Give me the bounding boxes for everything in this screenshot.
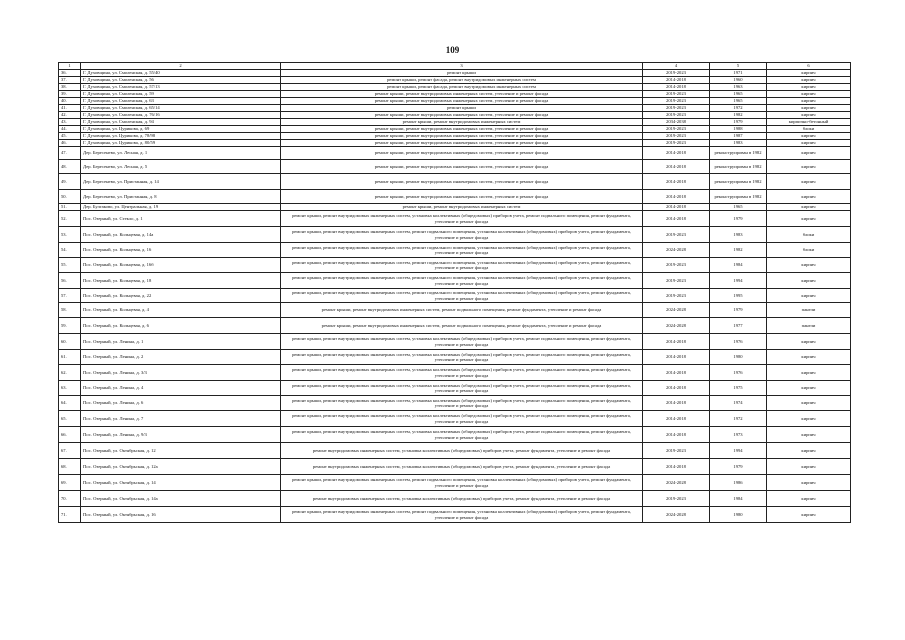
material-cell: кирпич xyxy=(767,334,851,350)
year-cell: 1974 xyxy=(710,396,767,411)
table-row xyxy=(59,227,851,243)
year-cell: 1995 xyxy=(710,289,767,303)
address-cell: Г. Духовщина, ул. Цурикова, д. 80/59 xyxy=(81,140,281,147)
column-header: 3 xyxy=(281,63,643,70)
table-row xyxy=(59,289,851,303)
period-cell: 2019-2023 xyxy=(643,105,710,112)
material-cell: кирпич xyxy=(767,70,851,77)
table-row xyxy=(59,427,851,443)
period-cell: 2019-2023 xyxy=(643,70,710,77)
row-number: 39. xyxy=(59,91,81,98)
address-cell: Пос. Озерный, ул. Кольцевая, д. 6 xyxy=(81,318,281,334)
address-cell: Дер. Булгаково, ул. Центральная, д. 19 xyxy=(81,204,281,211)
year-cell: 1979 xyxy=(710,119,767,126)
row-number: 51. xyxy=(59,204,81,211)
year-cell: 1982 xyxy=(710,112,767,119)
period-cell: 2014-2018 xyxy=(643,350,710,365)
period-cell: 2014-2018 xyxy=(643,190,710,204)
works-cell: ремонт крыши, ремонт внутридомовых инженерных систем, установка коллективных (общедомовых) приборов учета, ремонт подвального помещения, ремонт фундамента, утепление и ремонт фасада xyxy=(281,381,643,396)
year-cell: реконструирован в 1982 xyxy=(710,160,767,174)
year-cell: 1987 xyxy=(710,133,767,140)
material-cell: кирпич xyxy=(767,427,851,443)
year-cell: 1963 xyxy=(710,84,767,91)
table-row xyxy=(59,381,851,396)
table-header-row xyxy=(59,63,851,70)
material-cell: панели xyxy=(767,318,851,334)
row-number: 52. xyxy=(59,211,81,227)
period-cell: 2014-2018 xyxy=(643,334,710,350)
table-row xyxy=(59,204,851,211)
year-cell: 1976 xyxy=(710,334,767,350)
table-row xyxy=(59,119,851,126)
year-cell: 1972 xyxy=(710,105,767,112)
works-cell: ремонт крыши, ремонт внутридомовых инженерных систем, ремонт подвального помещения, установка коллективных (общедомовых) приборов учета, ремонт фундамента, утепление и ремонт фасада xyxy=(281,475,643,491)
material-cell: кирпич xyxy=(767,211,851,227)
period-cell: 2019-2023 xyxy=(643,443,710,459)
row-number: 48. xyxy=(59,160,81,174)
table-row xyxy=(59,365,851,381)
table-row xyxy=(59,334,851,350)
works-cell: ремонт внутридомовых инженерных систем, установка коллективных (общедомовых) приборов учета, ремонт фундамента, утепление и ремонт фасада xyxy=(281,443,643,459)
period-cell: 2024-2028 xyxy=(643,318,710,334)
works-cell: ремонт крыши, ремонт внутридомовых инженерных систем, установка коллективных (общедомовых) приборов учета, ремонт подвального помещения, ремонт фундамента, утепление и ремонт фасада xyxy=(281,211,643,227)
row-number: 47. xyxy=(59,147,81,160)
column-header: 2 xyxy=(81,63,281,70)
period-cell: 2014-2018 xyxy=(643,160,710,174)
year-cell: реконструирован в 1982 xyxy=(710,174,767,190)
year-cell: 1960 xyxy=(710,77,767,84)
period-cell: 2019-2023 xyxy=(643,491,710,507)
year-cell: 1982 xyxy=(710,243,767,258)
column-header: 6 xyxy=(767,63,851,70)
material-cell: панели xyxy=(767,303,851,318)
works-cell: ремонт крыши, ремонт внутридомовых инженерных систем, установка коллективных (общедомовых) приборов учета, ремонт подвального помещения, ремонт фундамента, утепление и ремонт фасада xyxy=(281,411,643,427)
address-cell: Г. Духовщина, ул. Смоленская, д. 55/40 xyxy=(81,70,281,77)
table-row xyxy=(59,211,851,227)
material-cell: кирпич xyxy=(767,77,851,84)
address-cell: Г. Духовщина, ул. Смоленская, д. 63 xyxy=(81,98,281,105)
row-number: 56. xyxy=(59,273,81,289)
period-cell: 2014-2018 xyxy=(643,77,710,84)
period-cell: 2014-2018 xyxy=(643,381,710,396)
works-cell: ремонт внутридомовых инженерных систем, установка коллективных (общедомовых) приборов учета, ремонт фундамента, утепление и ремонт фасада xyxy=(281,491,643,507)
material-cell: кирпич xyxy=(767,147,851,160)
year-cell: 1980 xyxy=(710,350,767,365)
year-cell: 1984 xyxy=(710,258,767,273)
row-number: 59. xyxy=(59,318,81,334)
year-cell: 1965 xyxy=(710,98,767,105)
address-cell: Пос. Озерный, ул. Ленина, д. 3/3 xyxy=(81,365,281,381)
row-number: 70. xyxy=(59,491,81,507)
row-number: 64. xyxy=(59,396,81,411)
period-cell: 2019-2023 xyxy=(643,133,710,140)
address-cell: Пос. Озерный, ул. Cтекло, д. 1 xyxy=(81,211,281,227)
works-cell: ремонт крыши xyxy=(281,105,643,112)
address-cell: Пос. Озерный, ул. Октябрьская, д. 14 xyxy=(81,475,281,491)
address-cell: Пос. Озерный, ул. Ленина, д. 1 xyxy=(81,334,281,350)
works-cell: ремонт крыши, ремонт внутридомовых инженерных систем, установка коллективных (общедомовых) приборов учета, ремонт подвального помещения, ремонт фундамента, утепление и ремонт фасада xyxy=(281,427,643,443)
period-cell: 2014-2018 xyxy=(643,365,710,381)
row-number: 62. xyxy=(59,365,81,381)
column-header: 1 xyxy=(59,63,81,70)
address-cell: Г. Духовщина, ул. Смоленская, д. 76/16 xyxy=(81,112,281,119)
table-row xyxy=(59,507,851,523)
material-cell: кирпич xyxy=(767,98,851,105)
address-cell: Пос. Озерный, ул. Кольцевая, д. 16 xyxy=(81,243,281,258)
works-cell: ремонт крыши, ремонт внутридомовых инженерных систем, установка коллективных (общедомовых) приборов учета, ремонт подвального помещения, ремонт фундамента, утепление и ремонт фасада xyxy=(281,365,643,381)
address-cell: Пос. Озерный, ул. Кольцевая, д. 18 xyxy=(81,273,281,289)
works-cell: ремонт крыши, ремонт внутридомовых инженерных систем, ремонт подвального помещения, установка коллективных (общедомовых) приборов учета, ремонт фундамента, утепление и ремонт фасада xyxy=(281,289,643,303)
table-row xyxy=(59,350,851,365)
table-row xyxy=(59,190,851,204)
row-number: 60. xyxy=(59,334,81,350)
table-row xyxy=(59,303,851,318)
works-cell: ремонт крыши, ремонт фасада, ремонт внутридомовых инженерных систем xyxy=(281,77,643,84)
address-cell: Дер. Бересенево, ул. Пристанная, д. 14 xyxy=(81,174,281,190)
works-cell: ремонт крыши xyxy=(281,70,643,77)
housing-register-table xyxy=(58,62,851,523)
works-cell: ремонт крыши, ремонт внутридомовых инженерных систем, утепление и ремонт фасада xyxy=(281,126,643,133)
material-cell: кирпич xyxy=(767,507,851,523)
year-cell: реконструирован в 1982 xyxy=(710,190,767,204)
address-cell: Пос. Озерный, ул. Ленина, д. 9/3 xyxy=(81,427,281,443)
address-cell: Пос. Озерный, ул. Кольцевая, д. 14а xyxy=(81,227,281,243)
address-cell: Пос. Озерный, ул. Октябрьская, д. 16 xyxy=(81,507,281,523)
address-cell: Г. Духовщина, ул. Цурикова, д. 69 xyxy=(81,126,281,133)
works-cell: ремонт крыши, ремонт внутридомовых инженерных систем, утепление и ремонт фасада xyxy=(281,98,643,105)
material-cell: кирпич xyxy=(767,396,851,411)
row-number: 66. xyxy=(59,427,81,443)
row-number: 58. xyxy=(59,303,81,318)
column-header: 5 xyxy=(710,63,767,70)
table-row xyxy=(59,258,851,273)
period-cell: 2014-2018 xyxy=(643,396,710,411)
table-row xyxy=(59,160,851,174)
period-cell: 2034-2038 xyxy=(643,119,710,126)
table-row xyxy=(59,77,851,84)
year-cell: 1986 xyxy=(710,475,767,491)
table-row xyxy=(59,98,851,105)
material-cell: кирпич xyxy=(767,381,851,396)
material-cell: кирпич xyxy=(767,258,851,273)
row-number: 43. xyxy=(59,119,81,126)
page-number: 109 xyxy=(445,45,460,55)
material-cell: кирпично-бетонный xyxy=(767,119,851,126)
address-cell: Пос. Озерный, ул. Октябрьская, д. 14а xyxy=(81,491,281,507)
table-row xyxy=(59,105,851,112)
works-cell: ремонт крыши, ремонт внутридомовых инженерных систем, ремонт подвального помещения, установка коллективных (общедомовых) приборов учета, ремонт фундамента, утепление и ремонт фасада xyxy=(281,273,643,289)
material-cell: кирпич xyxy=(767,411,851,427)
year-cell: 1980 xyxy=(710,507,767,523)
row-number: 44. xyxy=(59,126,81,133)
period-cell: 2024-2028 xyxy=(643,303,710,318)
works-cell: ремонт крыши, ремонт внутридомовых инженерных систем, утепление и ремонт фасада xyxy=(281,133,643,140)
address-cell: Г. Духовщина, ул. Цурикова, д. 78/98 xyxy=(81,133,281,140)
period-cell: 2014-2018 xyxy=(643,204,710,211)
row-number: 71. xyxy=(59,507,81,523)
table-row xyxy=(59,112,851,119)
table-row xyxy=(59,126,851,133)
period-cell: 2019-2023 xyxy=(643,112,710,119)
year-cell: 1975 xyxy=(710,381,767,396)
table-row xyxy=(59,84,851,91)
address-cell: Пос. Озерный, ул. Ленина, д. 4 xyxy=(81,381,281,396)
row-number: 38. xyxy=(59,84,81,91)
row-number: 61. xyxy=(59,350,81,365)
year-cell: 1984 xyxy=(710,491,767,507)
table-row xyxy=(59,174,851,190)
row-number: 57. xyxy=(59,289,81,303)
material-cell: блоки xyxy=(767,227,851,243)
works-cell: ремонт крыши, ремонт внутридомовых инженерных систем, ремонт подвального помещения, установка коллективных (общедомовых) приборов учета, ремонт фундамента, утепление и ремонт фасада xyxy=(281,227,643,243)
address-cell: Дер. Бересенево, ул. Лесная, д. 5 xyxy=(81,160,281,174)
material-cell: кирпич xyxy=(767,105,851,112)
works-cell: ремонт крыши, ремонт внутридомовых инженерных систем xyxy=(281,119,643,126)
address-cell: Дер. Бересенево, ул. Лесная, д. 1 xyxy=(81,147,281,160)
row-number: 37. xyxy=(59,77,81,84)
address-cell: Пос. Озерный, ул. Ленина, д. 2 xyxy=(81,350,281,365)
material-cell: кирпич xyxy=(767,365,851,381)
material-cell: кирпич xyxy=(767,350,851,365)
works-cell: ремонт крыши, ремонт внутридомовых инженерных систем, утепление и ремонт фасада xyxy=(281,112,643,119)
row-number: 69. xyxy=(59,475,81,491)
address-cell: Пос. Озерный, ул. Кольцевая, д. 22 xyxy=(81,289,281,303)
material-cell: кирпич xyxy=(767,443,851,459)
material-cell: кирпич xyxy=(767,174,851,190)
address-cell: Г. Духовщина, ул. Смоленская, д. 57/13 xyxy=(81,84,281,91)
table-row xyxy=(59,70,851,77)
material-cell: кирпич xyxy=(767,140,851,147)
year-cell: 1994 xyxy=(710,443,767,459)
row-number: 40. xyxy=(59,98,81,105)
material-cell: кирпич xyxy=(767,91,851,98)
year-cell: 1976 xyxy=(710,365,767,381)
year-cell: 1994 xyxy=(710,273,767,289)
period-cell: 2024-2028 xyxy=(643,507,710,523)
works-cell: ремонт крыши, ремонт внутридомовых инженерных систем, ремонт подвального помещения, установка коллективных (общедомовых) приборов учета, ремонт фундамента, утепление и ремонт фасада xyxy=(281,258,643,273)
address-cell: Пос. Озерный, ул. Октябрьская, д. 12а xyxy=(81,459,281,475)
works-cell: ремонт крыши, ремонт внутридомовых инженерных систем, ремонт подвального помещения, ремонт фундамента, утепление и ремонт фасада xyxy=(281,303,643,318)
works-cell: ремонт крыши, ремонт фасада, ремонт внутридомовых инженерных систем xyxy=(281,84,643,91)
address-cell: Г. Духовщина, ул. Смоленская, д. 59 xyxy=(81,91,281,98)
table-row xyxy=(59,133,851,140)
period-cell: 2014-2018 xyxy=(643,427,710,443)
period-cell: 2014-2018 xyxy=(643,411,710,427)
row-number: 50. xyxy=(59,190,81,204)
works-cell: ремонт крыши, ремонт внутридомовых инженерных систем, утепление и ремонт фасада xyxy=(281,160,643,174)
works-cell: ремонт крыши, ремонт внутридомовых инженерных систем, утепление и ремонт фасада xyxy=(281,147,643,160)
works-cell: ремонт крыши, ремонт внутридомовых инженерных систем, установка коллективных (общедомовых) приборов учета, ремонт подвального помещения, ремонт фундамента, утепление и ремонт фасада xyxy=(281,334,643,350)
period-cell: 2019-2023 xyxy=(643,227,710,243)
works-cell: ремонт внутридомовых инженерных систем, установка коллективных (общедомовых) приборов учета, ремонт фундамента, утепление и ремонт фасада xyxy=(281,459,643,475)
material-cell: кирпич xyxy=(767,459,851,475)
period-cell: 2024-2028 xyxy=(643,475,710,491)
works-cell: ремонт крыши, ремонт внутридомовых инженерных систем, ремонт подвального помещения, установка коллективных (общедомовых) приборов учета, ремонт фундамента, утепление и ремонт фасада xyxy=(281,243,643,258)
row-number: 41. xyxy=(59,105,81,112)
table-row xyxy=(59,443,851,459)
table-row xyxy=(59,491,851,507)
address-cell: Г. Духовщина, ул. Смоленская, д. 56 xyxy=(81,77,281,84)
material-cell: кирпич xyxy=(767,289,851,303)
works-cell: ремонт крыши, ремонт внутридомовых инженерных систем, установка коллективных (общедомовых) приборов учета, ремонт подвального помещения, ремонт фундамента, утепление и ремонт фасада xyxy=(281,350,643,365)
works-cell: ремонт крыши, ремонт внутридомовых инженерных систем, утепление и ремонт фасада xyxy=(281,91,643,98)
works-cell: ремонт крыши, ремонт внутридомовых инженерных систем, установка коллективных (общедомовых) приборов учета, ремонт подвального помещения, ремонт фундамента, утепление и ремонт фасада xyxy=(281,396,643,411)
year-cell: 1979 xyxy=(710,303,767,318)
works-cell: ремонт крыши, ремонт внутридомовых инженерных систем xyxy=(281,204,643,211)
period-cell: 2024-2028 xyxy=(643,243,710,258)
row-number: 49. xyxy=(59,174,81,190)
period-cell: 2014-2018 xyxy=(643,84,710,91)
year-cell: 1983 xyxy=(710,140,767,147)
table-row xyxy=(59,475,851,491)
table-row xyxy=(59,140,851,147)
works-cell: ремонт крыши, ремонт внутридомовых инженерных систем, утепление и ремонт фасада xyxy=(281,190,643,204)
period-cell: 2014-2018 xyxy=(643,174,710,190)
row-number: 67. xyxy=(59,443,81,459)
table-row xyxy=(59,459,851,475)
period-cell: 2019-2023 xyxy=(643,258,710,273)
row-number: 36. xyxy=(59,70,81,77)
year-cell: реконструирован в 1982 xyxy=(710,147,767,160)
column-header: 4 xyxy=(643,63,710,70)
material-cell: кирпич xyxy=(767,204,851,211)
material-cell: кирпич xyxy=(767,273,851,289)
period-cell: 2019-2023 xyxy=(643,126,710,133)
period-cell: 2014-2018 xyxy=(643,211,710,227)
table-row xyxy=(59,147,851,160)
period-cell: 2019-2023 xyxy=(643,91,710,98)
row-number: 53. xyxy=(59,227,81,243)
row-number: 46. xyxy=(59,140,81,147)
table-row xyxy=(59,91,851,98)
row-number: 42. xyxy=(59,112,81,119)
address-cell: Г. Духовщина, ул. Смоленская, д. 94 xyxy=(81,119,281,126)
year-cell: 1971 xyxy=(710,70,767,77)
address-cell: Пос. Озерный, ул. Октябрьская, д. 12 xyxy=(81,443,281,459)
year-cell: 1965 xyxy=(710,204,767,211)
year-cell: 1983 xyxy=(710,227,767,243)
address-cell: Пос. Озерный, ул. Ленина, д. 6 xyxy=(81,396,281,411)
material-cell: кирпич xyxy=(767,112,851,119)
row-number: 63. xyxy=(59,381,81,396)
year-cell: 1965 xyxy=(710,91,767,98)
period-cell: 2019-2023 xyxy=(643,140,710,147)
row-number: 55. xyxy=(59,258,81,273)
year-cell: 1973 xyxy=(710,427,767,443)
row-number: 68. xyxy=(59,459,81,475)
row-number: 65. xyxy=(59,411,81,427)
row-number: 45. xyxy=(59,133,81,140)
period-cell: 2014-2018 xyxy=(643,147,710,160)
row-number: 54. xyxy=(59,243,81,258)
works-cell: ремонт крыши, ремонт внутридомовых инженерных систем, ремонт подвального помещения, ремонт фундамента, утепление и ремонт фасада xyxy=(281,318,643,334)
material-cell: блоки xyxy=(767,126,851,133)
works-cell: ремонт крыши, ремонт внутридомовых инженерных систем, ремонт подвального помещения, установка коллективных (общедомовых) приборов учета, ремонт фундамента, утепление и ремонт фасада xyxy=(281,507,643,523)
year-cell: 1988 xyxy=(710,126,767,133)
year-cell: 1972 xyxy=(710,411,767,427)
address-cell: Пос. Озерный, ул. Кольцевая, д. 16б xyxy=(81,258,281,273)
year-cell: 1979 xyxy=(710,459,767,475)
period-cell: 2019-2023 xyxy=(643,273,710,289)
works-cell: ремонт крыши, ремонт внутридомовых инженерных систем, утепление и ремонт фасада xyxy=(281,174,643,190)
table-row xyxy=(59,273,851,289)
address-cell: Пос. Озерный, ул. Кольцевая, д. 4 xyxy=(81,303,281,318)
material-cell: кирпич xyxy=(767,475,851,491)
year-cell: 1977 xyxy=(710,318,767,334)
period-cell: 2019-2023 xyxy=(643,98,710,105)
material-cell: кирпич xyxy=(767,160,851,174)
table-row xyxy=(59,396,851,411)
year-cell: 1979 xyxy=(710,211,767,227)
material-cell: кирпич xyxy=(767,133,851,140)
table-row xyxy=(59,318,851,334)
address-cell: Дер. Бересенево, ул. Пристанная, д. 8 xyxy=(81,190,281,204)
material-cell: кирпич xyxy=(767,190,851,204)
works-cell: ремонт крыши, ремонт внутридомовых инженерных систем, утепление и ремонт фасада xyxy=(281,140,643,147)
address-cell: Пос. Озерный, ул. Ленина, д. 7 xyxy=(81,411,281,427)
address-cell: Г. Духовщина, ул. Смоленская, д. 65/14 xyxy=(81,105,281,112)
material-cell: кирпич xyxy=(767,84,851,91)
table-row xyxy=(59,243,851,258)
period-cell: 2019-2023 xyxy=(643,289,710,303)
material-cell: кирпич xyxy=(767,491,851,507)
material-cell: блоки xyxy=(767,243,851,258)
table-row xyxy=(59,411,851,427)
period-cell: 2014-2018 xyxy=(643,459,710,475)
